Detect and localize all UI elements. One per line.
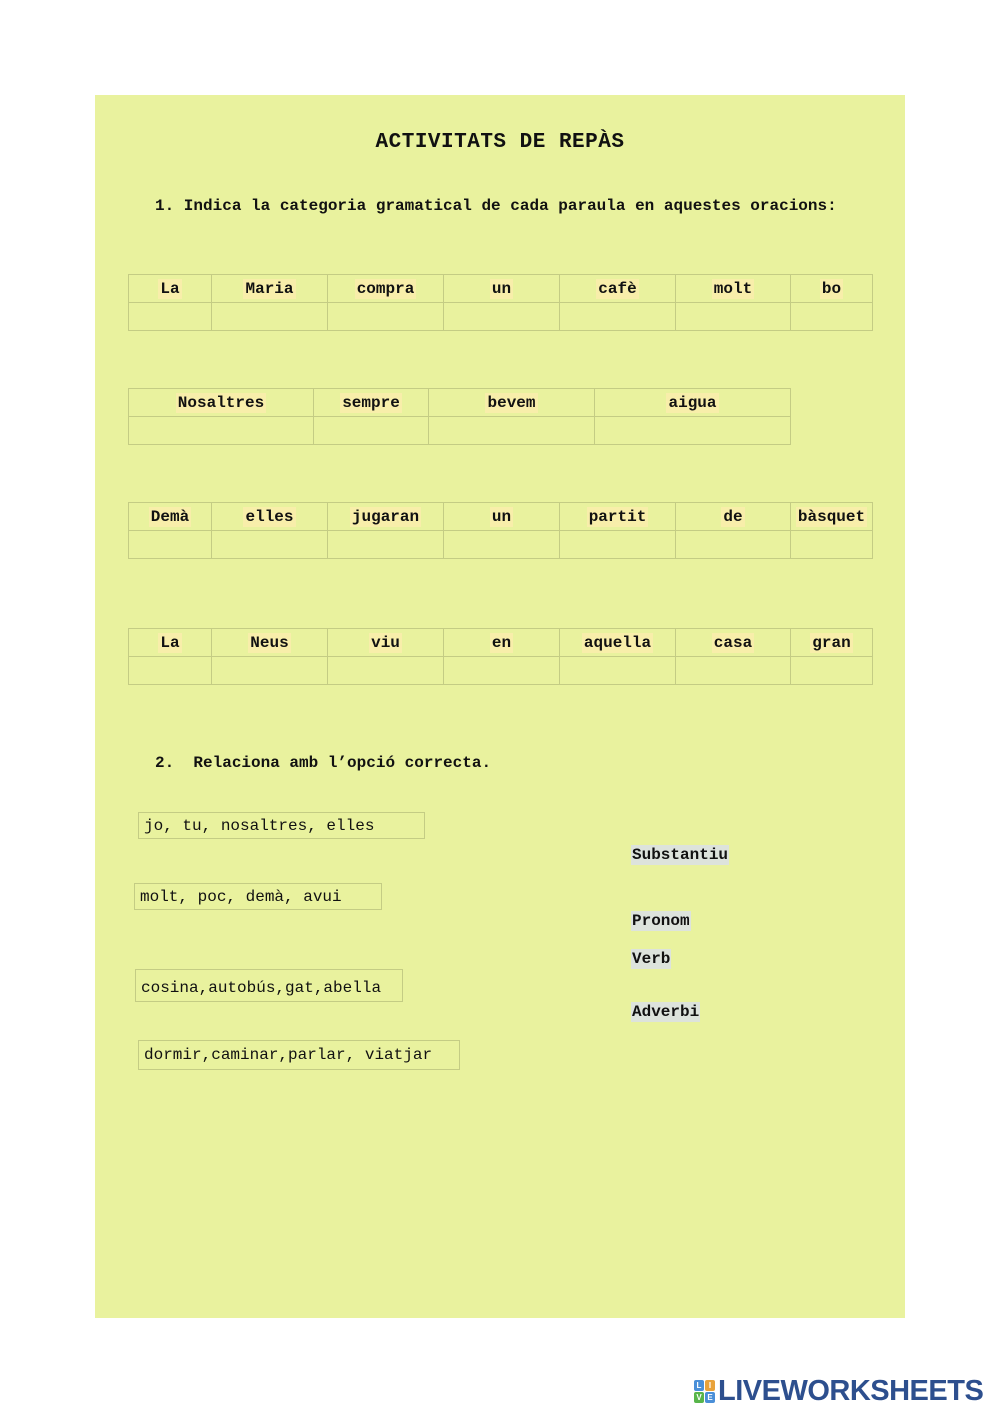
- word-cell: La: [129, 629, 212, 657]
- word-cell: Nosaltres: [129, 389, 314, 417]
- word-cell: molt: [676, 275, 791, 303]
- word-cell: Demà: [129, 503, 212, 531]
- word-cell: casa: [676, 629, 791, 657]
- answer-input[interactable]: [129, 532, 211, 558]
- word-cell: de: [676, 503, 791, 531]
- liveworksheets-logo: [694, 1376, 983, 1406]
- word-cell: aquella: [560, 629, 676, 657]
- category-target[interactable]: Verb: [632, 950, 671, 968]
- match-option[interactable]: jo, tu, nosaltres, elles: [138, 812, 425, 839]
- answer-input[interactable]: [444, 658, 559, 684]
- answer-input[interactable]: [560, 658, 675, 684]
- word-cell: gran: [791, 629, 873, 657]
- word-cell: jugaran: [328, 503, 444, 531]
- answer-input[interactable]: [129, 658, 211, 684]
- answer-input[interactable]: [129, 418, 313, 444]
- word-cell: viu: [328, 629, 444, 657]
- answer-input[interactable]: [328, 304, 443, 330]
- page-title: ACTIVITATS DE REPÀS: [375, 131, 625, 154]
- answer-input[interactable]: [791, 532, 872, 558]
- word-row: [129, 389, 791, 417]
- word-row: [129, 503, 873, 531]
- logo-text: LIVEWORKSHEETS: [718, 1374, 984, 1407]
- answer-input[interactable]: [129, 304, 211, 330]
- sentence-table-1: [128, 274, 873, 331]
- answer-input[interactable]: [791, 658, 872, 684]
- answer-input[interactable]: [212, 658, 327, 684]
- question-2: 2. Relaciona amb l’opció correcta.: [155, 754, 492, 772]
- category-target[interactable]: Adverbi: [632, 1003, 700, 1021]
- question-1: 1. Indica la categoria gramatical de cada paraula en aquestes oracions:: [155, 197, 837, 215]
- word-cell: bàsquet: [791, 503, 873, 531]
- logo-mark-icon: L I V E: [694, 1380, 715, 1403]
- word-cell: La: [129, 275, 212, 303]
- answer-input[interactable]: [212, 304, 327, 330]
- word-cell: compra: [328, 275, 444, 303]
- sentence-table-2: [128, 388, 791, 445]
- answer-input[interactable]: [560, 304, 675, 330]
- word-cell: sempre: [314, 389, 429, 417]
- word-row: [129, 629, 873, 657]
- word-cell: Neus: [212, 629, 328, 657]
- word-cell: bevem: [429, 389, 595, 417]
- answer-input[interactable]: [314, 418, 428, 444]
- word-cell: un: [444, 275, 560, 303]
- answer-input[interactable]: [676, 304, 790, 330]
- word-cell: un: [444, 503, 560, 531]
- answer-input[interactable]: [212, 532, 327, 558]
- answer-row: [129, 303, 873, 331]
- word-cell: partit: [560, 503, 676, 531]
- word-cell: bo: [791, 275, 873, 303]
- match-option[interactable]: molt, poc, demà, avui: [134, 883, 382, 910]
- answer-input[interactable]: [444, 304, 559, 330]
- category-target[interactable]: Pronom: [632, 912, 690, 930]
- match-option[interactable]: dormir,caminar,parlar, viatjar: [138, 1040, 460, 1070]
- sentence-table-4: [128, 628, 873, 685]
- word-cell: cafè: [560, 275, 676, 303]
- answer-input[interactable]: [429, 418, 594, 444]
- answer-input[interactable]: [560, 532, 675, 558]
- answer-input[interactable]: [595, 418, 790, 444]
- match-option[interactable]: cosina,autobús,gat,abella: [135, 969, 403, 1002]
- category-target[interactable]: Substantiu: [632, 846, 729, 864]
- answer-row: [129, 531, 873, 559]
- word-cell: aigua: [595, 389, 791, 417]
- answer-input[interactable]: [328, 532, 443, 558]
- word-cell: Maria: [212, 275, 328, 303]
- word-row: [129, 275, 873, 303]
- answer-input[interactable]: [444, 532, 559, 558]
- word-cell: elles: [212, 503, 328, 531]
- answer-input[interactable]: [676, 532, 790, 558]
- answer-row: [129, 657, 873, 685]
- answer-input[interactable]: [791, 304, 872, 330]
- answer-row: [129, 417, 791, 445]
- sentence-table-3: [128, 502, 873, 559]
- word-cell: en: [444, 629, 560, 657]
- answer-input[interactable]: [676, 658, 790, 684]
- answer-input[interactable]: [328, 658, 443, 684]
